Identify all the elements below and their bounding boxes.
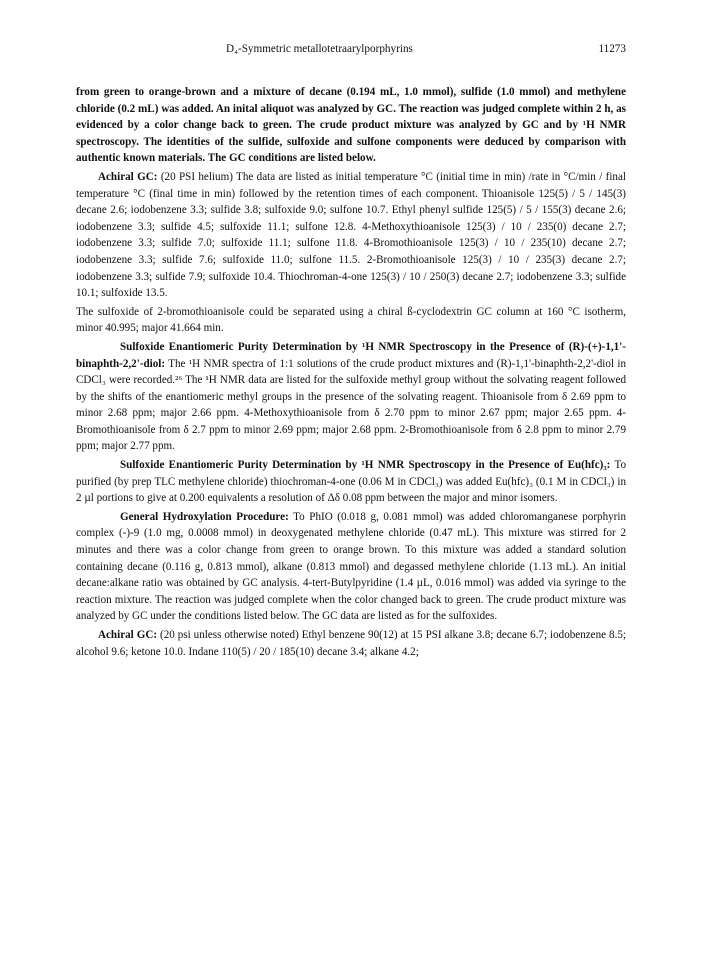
paragraph-text: (20 psi unless otherwise noted) Ethyl benzene 90(12) at 15 PSI alkane 3.8; decane 6.7; iodobenzene 8.5; alcohol 9.6; ketone 10.0. Indane 110(5) / 20 / 185(10) decane 3.4; alkane 4.2;	[76, 629, 626, 658]
running-header	[76, 43, 626, 59]
paragraph-text: To purified (by prep TLC methylene chloride) thiochroman-4-one (0.06 M in CDCl₃) was added Eu(hfc)₃ (0.1 M in CDCl₃) in 2 µl portions to give at 0.200 equivalents a resolution of Δδ 0.08 ppm between the major and minor isomers.	[76, 459, 626, 505]
paragraph-text: To PhIO (0.018 g, 0.081 mmol) was added chloromanganese porphyrin complex (-)-9 (1.0 mg, 0.0008 mmol) in deoxygenated methylene chloride (0.47 mL). This mixture was stirred for 2 minutes and there was a color change from green to orange brown. To this mixture was added a standard solution containing decane (0.116 g, 0.813 mmol), alkane (0.813 mmol) and degassed methylene chloride (1.13 mL). An initial decane:alkane ratio was obtained by GC analysis. 4-tert-Butylpyridine (1.4 µL, 0.016 mmol) was added via syringe to the reaction mixture. The reaction was judged complete when the color changed back to green. The crude product mixture was analyzed by GC under the conditions listed below. The GC data are listed as for the sulfoxides.	[76, 510, 627, 623]
paragraph-heading: General Hydroxylation Procedure:	[120, 510, 289, 523]
paragraph-achiral-gc-sulfides	[76, 169, 626, 302]
paragraph-heading: Sulfoxide Enantiomeric Purity Determination by ¹H NMR Spectroscopy in the Presence of (R)-(+)-1,1'-binaphth-2,2'-diol:	[76, 340, 626, 370]
paragraph-hydroxylation-procedure	[76, 509, 626, 625]
paragraph-chiral-gc	[76, 304, 626, 337]
paragraph-text: The ¹H NMR spectra of 1:1 solutions of the crude product mixtures and (R)-1,1'-binaphth-2,2'-diol in CDCl₃ were recorded.²⁶ The ¹H NMR data are listed for the sulfoxide methyl group without the solvating reagent followed by the shifts of the enantiomeric methyl groups in the presence of the solvating reagent. Thioanisole from δ 2.69 ppm to minor 2.68 ppm; major 2.66 ppm. 4-Methoxythioanisole from δ 2.70 ppm to minor 2.67 ppm; major 2.65 ppm. 4-Bromothioanisole from δ 2.7 ppm to minor 2.69 ppm; major 2.68 ppm. 2-Bromothioanisole from δ 2.8 ppm to minor 2.79 ppm; major 2.77 ppm.	[76, 357, 626, 453]
paragraph-heading: Achiral GC:	[98, 170, 158, 183]
paragraph-text: The sulfoxide of 2-bromothioanisole could be separated using a chiral ß-cyclodextrin GC column at 160 °C isotherm, minor 40.995; major 41.664 min.	[76, 305, 626, 335]
paragraph-achiral-gc-alkanes	[76, 627, 626, 660]
page-number: 11273	[598, 43, 626, 55]
paragraph-sulfoxidation-continued	[76, 84, 626, 167]
paragraph-heading: Sulfoxide Enantiomeric Purity Determination by ¹H NMR Spectroscopy in the Presence of Eu(hfc)₃:	[120, 459, 611, 472]
paragraph-heading: Achiral GC:	[98, 629, 158, 641]
paragraph-binaphthol-nmr	[76, 339, 626, 455]
paragraph-text: (20 PSI helium) The data are listed as initial temperature °C (initial time in min) /rate in °C/min / final temperature °C (final time in min) followed by the retention times of each component. Thioanisole 125(5) / 5 / 145(3) decane 2.6; iodobenzene 3.3; sulfide 3.8; sulfoxide 9.0; sulfone 10.7. Ethyl phenyl sulfide 125(5) / 5 / 155(3) decane 2.6; iodobenzene 3.3; sulfide 4.5; sulfoxide 11.1; sulfone 12.8. 4-Methoxythioanisole 125(3) / 10 / 235(0) decane 2.7; iodobenzene 3.3; sulfide 7.0; sulfoxide 11.1; sulfone 11.8. 4-Bromothioanisole 125(3) / 10 / 235(10) decane 2.7; iodobenzene 3.3; sulfide 7.6; sulfoxide 11.0; sulfone 11.5. 2-Bromothioanisole 125(3) / 10 / 235(3) decane 2.7; iodobenzene 3.3; sulfide 7.9; sulfoxide 10.4. Thiochroman-4-one 125(3) / 10 / 250(3) decane 2.7; iodobenzene 3.3; sulfide 10.1; sulfoxide 13.5.	[76, 170, 626, 300]
running-title: D₄-Symmetric metallotetraarylporphyrins	[226, 43, 413, 55]
paragraph-text: from green to orange-brown and a mixture of decane (0.194 mL, 1.0 mmol), sulfide (1.0 mmol) and methylene chloride (0.2 mL) was added. An inital aliquot was analyzed by GC. The reaction was judged complete within 2 h, as evidenced by a color change back to green. The crude product mixture was analyzed by GC and by ¹H NMR spectroscopy. The identities of the sulfide, sulfoxide and sulfone components were deduced by comparison with authentic known materials. The GC conditions are listed below.	[76, 86, 626, 165]
paragraph-eu-hfc-nmr	[76, 457, 626, 507]
body-text	[76, 84, 626, 662]
